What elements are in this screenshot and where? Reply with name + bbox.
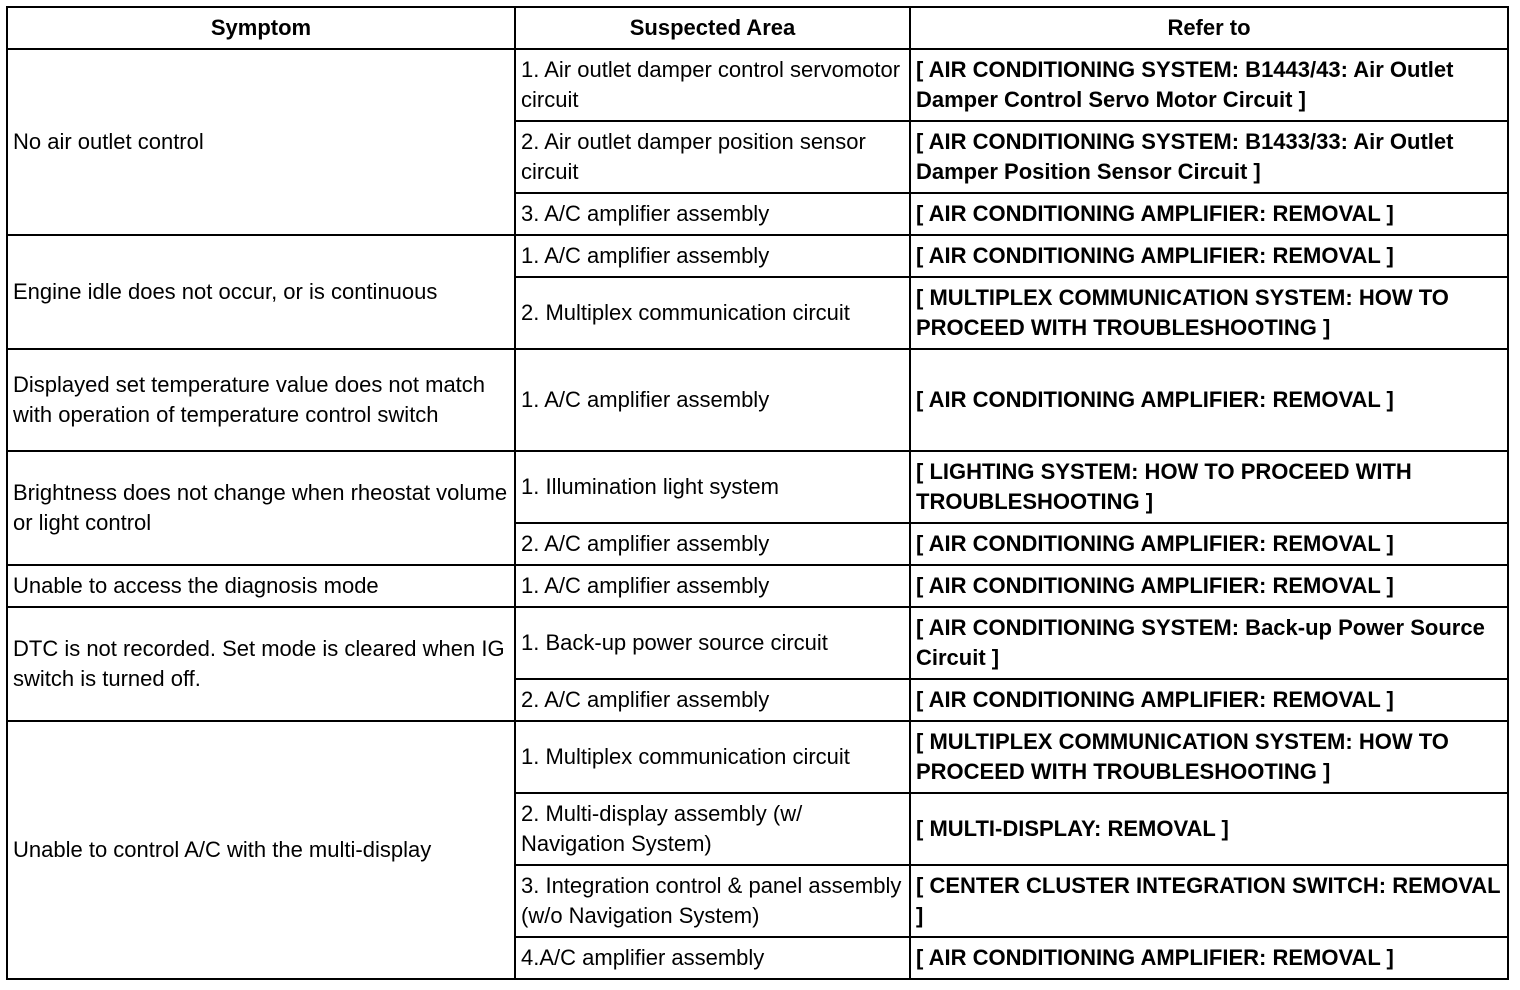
table-row — [7, 49, 1508, 121]
refer-link[interactable]: [ AIR CONDITIONING SYSTEM: B1433/33: Air Outlet Damper Position Sensor Circuit ] — [910, 121, 1508, 193]
suspected-area-cell: 1. Multiplex communication circuit — [515, 721, 910, 793]
table-row — [7, 451, 1508, 523]
symptom-cell: DTC is not recorded. Set mode is cleared when IG switch is turned off. — [7, 607, 515, 721]
suspected-area-cell: 2. A/C amplifier assembly — [515, 523, 910, 565]
refer-link[interactable]: [ LIGHTING SYSTEM: HOW TO PROCEED WITH TROUBLESHOOTING ] — [910, 451, 1508, 523]
suspected-area-cell: 1. Illumination light system — [515, 451, 910, 523]
table-row — [7, 607, 1508, 679]
suspected-area-cell: 2. Multi-display assembly (w/ Navigation System) — [515, 793, 910, 865]
suspected-area-cell: 2. A/C amplifier assembly — [515, 679, 910, 721]
refer-link[interactable]: [ AIR CONDITIONING AMPLIFIER: REMOVAL ] — [910, 937, 1508, 979]
refer-link[interactable]: [ CENTER CLUSTER INTEGRATION SWITCH: REMOVAL ] — [910, 865, 1508, 937]
refer-link[interactable]: [ AIR CONDITIONING SYSTEM: Back-up Power Source Circuit ] — [910, 607, 1508, 679]
table-row — [7, 721, 1508, 793]
symptom-cell: No air outlet control — [7, 49, 515, 235]
refer-link[interactable]: [ AIR CONDITIONING AMPLIFIER: REMOVAL ] — [910, 523, 1508, 565]
header-suspected-area: Suspected Area — [515, 7, 910, 49]
suspected-area-cell: 1. A/C amplifier assembly — [515, 235, 910, 277]
table-row — [7, 565, 1508, 607]
suspected-area-cell: 1. Air outlet damper control servomotor circuit — [515, 49, 910, 121]
refer-link[interactable]: [ AIR CONDITIONING AMPLIFIER: REMOVAL ] — [910, 349, 1508, 451]
symptom-cell: Unable to access the diagnosis mode — [7, 565, 515, 607]
refer-link[interactable]: [ AIR CONDITIONING AMPLIFIER: REMOVAL ] — [910, 679, 1508, 721]
refer-link[interactable]: [ MULTI-DISPLAY: REMOVAL ] — [910, 793, 1508, 865]
suspected-area-cell: 1. Back-up power source circuit — [515, 607, 910, 679]
suspected-area-cell: 1. A/C amplifier assembly — [515, 349, 910, 451]
refer-link[interactable]: [ MULTIPLEX COMMUNICATION SYSTEM: HOW TO PROCEED WITH TROUBLESHOOTING ] — [910, 277, 1508, 349]
table-row — [7, 235, 1508, 277]
troubleshooting-table — [6, 6, 1509, 980]
refer-link[interactable]: [ AIR CONDITIONING AMPLIFIER: REMOVAL ] — [910, 565, 1508, 607]
symptom-cell: Engine idle does not occur, or is continuous — [7, 235, 515, 349]
refer-link[interactable]: [ AIR CONDITIONING SYSTEM: B1443/43: Air Outlet Damper Control Servo Motor Circuit ] — [910, 49, 1508, 121]
table-row — [7, 349, 1508, 451]
suspected-area-cell: 4.A/C amplifier assembly — [515, 937, 910, 979]
header-row — [7, 7, 1508, 49]
suspected-area-cell: 1. A/C amplifier assembly — [515, 565, 910, 607]
header-symptom: Symptom — [7, 7, 515, 49]
symptom-cell: Brightness does not change when rheostat volume or light control — [7, 451, 515, 565]
symptom-cell: Displayed set temperature value does not match with operation of temperature control switch — [7, 349, 515, 451]
header-refer-to: Refer to — [910, 7, 1508, 49]
suspected-area-cell: 2. Air outlet damper position sensor circuit — [515, 121, 910, 193]
suspected-area-cell: 3. Integration control & panel assembly (w/o Navigation System) — [515, 865, 910, 937]
refer-link[interactable]: [ AIR CONDITIONING AMPLIFIER: REMOVAL ] — [910, 235, 1508, 277]
refer-link[interactable]: [ MULTIPLEX COMMUNICATION SYSTEM: HOW TO PROCEED WITH TROUBLESHOOTING ] — [910, 721, 1508, 793]
refer-link[interactable]: [ AIR CONDITIONING AMPLIFIER: REMOVAL ] — [910, 193, 1508, 235]
suspected-area-cell: 3. A/C amplifier assembly — [515, 193, 910, 235]
symptom-cell: Unable to control A/C with the multi-display — [7, 721, 515, 979]
suspected-area-cell: 2. Multiplex communication circuit — [515, 277, 910, 349]
